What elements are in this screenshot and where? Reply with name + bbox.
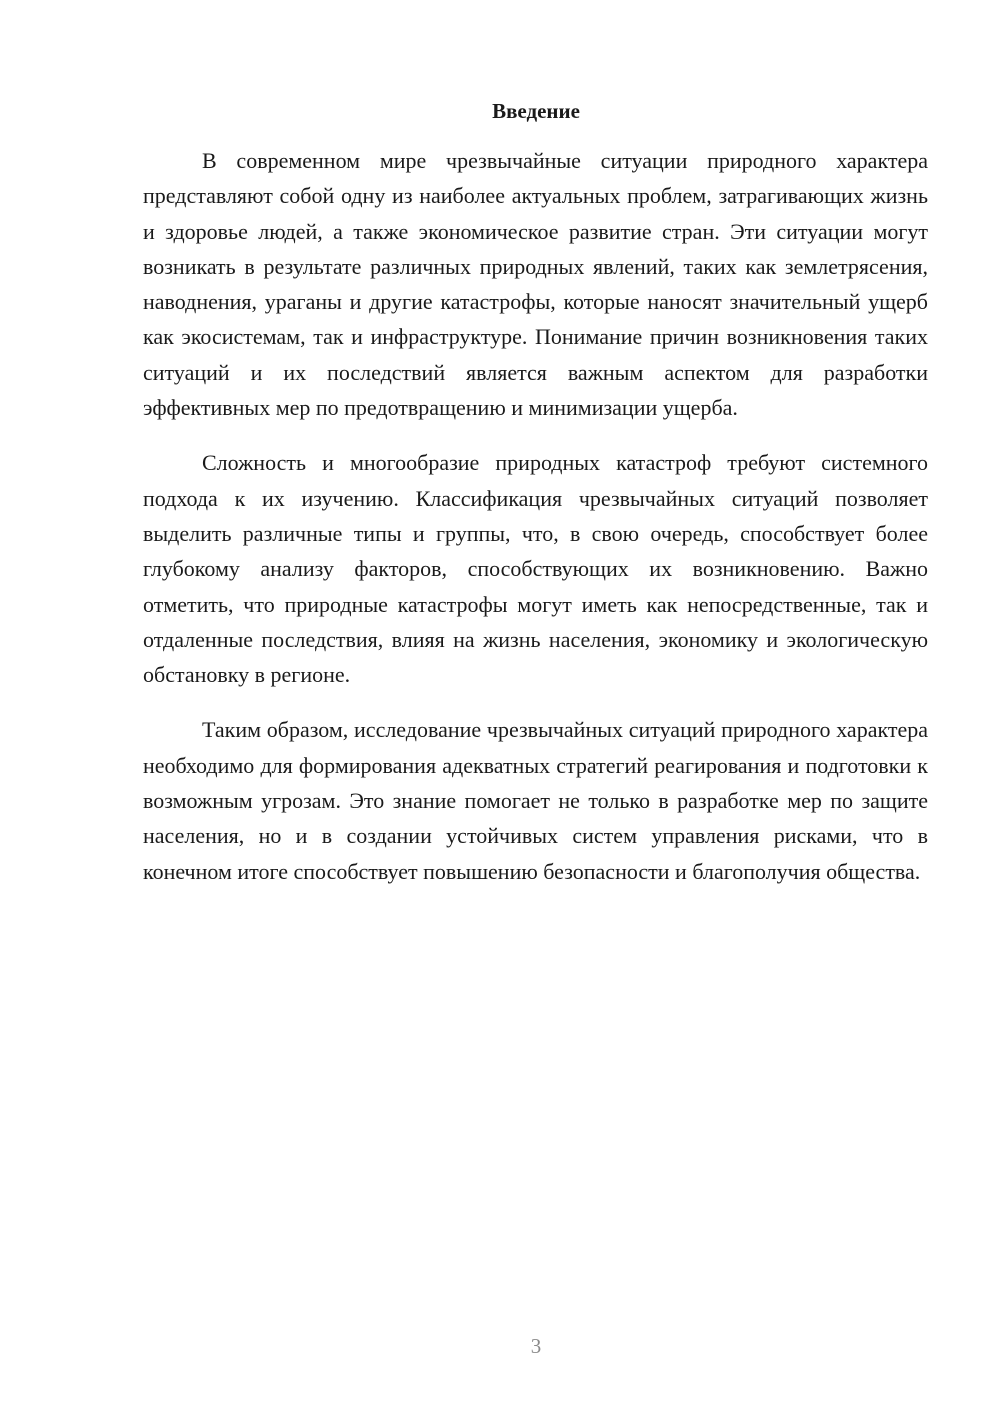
section-title: Введение [492,99,580,123]
paragraph-1: В современном мире чрезвычайные ситуации природного характера представляют собой одну из наиболее актуальных проблем, затрагивающих жизнь и здоровье людей, а также экономическое развитие стран. Эти ситуации могут возникать в результате различных природных явлений, таких как землетрясения, наводнения, ураганы и другие катастрофы, которые наносят значительный ущерб как экосистемам, так и инфраструктуре. Понимание причин возникновения таких ситуаций и их последствий является важным аспектом для разработки эффективных мер по предотвращению и минимизации ущерба. [143,148,928,421]
page-number: 3 [530,1334,542,1358]
paragraph-3: Таким образом, исследование чрезвычайных ситуаций природного характера необходимо для формирования адекватных стратегий реагирования и подготовки к возможным угрозам. Это знание помогает не только в разработке мер по защите населения, но и в создании устойчивых систем управления рисками, что в конечном итоге способствует повышению безопасности и благополучия общества. [143,717,928,884]
paragraph-2: Сложность и многообразие природных катастроф требуют системного подхода к их изучению. Классификация чрезвычайных ситуаций позволяет выделить различные типы и группы, что, в свою очередь, способствует более глубокому анализу факторов, способствующих их возникновению. Важно отметить, что природные катастрофы могут иметь как непосредственные, так и отдаленные последствия, влияя на жизнь населения, экономику и экологическую обстановку в регионе. [143,450,928,688]
body-text [143,143,928,909]
